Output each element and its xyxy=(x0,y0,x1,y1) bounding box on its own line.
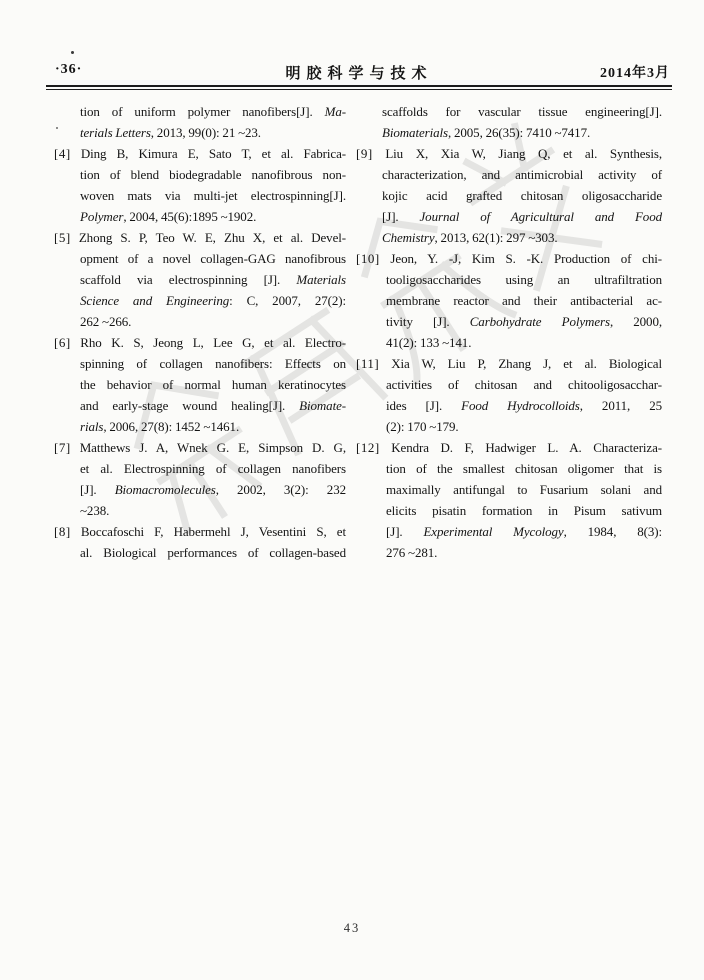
reference-text: scaffolds for vascular tissue engineering[J]. xyxy=(382,104,662,119)
reference-item xyxy=(356,248,662,353)
reference-text: , 2006, 27(8): 1452 ~1461. xyxy=(103,419,240,434)
reference-line xyxy=(382,206,662,227)
journal-name-text: Chemistry xyxy=(382,230,435,245)
reference-line xyxy=(80,269,346,290)
reference-text: Xia W, Liu P, Zhang J, et al. Biological xyxy=(379,356,662,371)
reference-text: Jeon, Y. -J, Kim S. -K. Production of chi- xyxy=(379,251,662,266)
reference-item xyxy=(54,101,346,143)
reference-text: [J]. xyxy=(80,482,115,497)
reference-line xyxy=(386,269,662,290)
journal-name-text: Science and Engineering xyxy=(80,293,230,308)
references-section xyxy=(54,101,662,563)
reference-text: tivity [J]. xyxy=(386,314,470,329)
reference-line xyxy=(386,332,662,353)
reference-marker: [12] xyxy=(356,440,380,455)
reference-text: , 2011, 25 xyxy=(579,398,663,413)
reference-text: , 2005, 26(35): 7410 ~7417. xyxy=(447,125,591,140)
header-double-rule xyxy=(46,85,672,90)
page-header xyxy=(48,62,670,82)
page-footer xyxy=(0,921,704,936)
reference-line xyxy=(386,416,662,437)
reference-text: and early-stage wound healing[J]. xyxy=(80,398,300,413)
reference-marker: [9] xyxy=(356,146,373,161)
reference-text: maximally antifungal to Fusarium solani and xyxy=(386,482,662,497)
reference-item xyxy=(356,143,662,248)
reference-text: , 2002, 3(2): 232 xyxy=(215,482,346,497)
reference-line xyxy=(386,479,662,500)
journal-name-text: Biomate- xyxy=(299,398,346,413)
reference-marker: [5] xyxy=(54,230,71,245)
reference-line xyxy=(386,542,662,563)
reference-line xyxy=(382,122,662,143)
header-page-number: ·36· xyxy=(55,62,83,77)
reference-text: (2): 170 ~179. xyxy=(386,419,459,434)
reference-line xyxy=(356,143,662,164)
reference-text: , 1984, 8(3): xyxy=(563,524,662,539)
reference-line xyxy=(80,395,346,416)
reference-line xyxy=(80,206,346,227)
reference-line xyxy=(54,143,346,164)
reference-line xyxy=(386,374,662,395)
reference-text: kojic acid grafted chitosan oligosaccharide xyxy=(382,188,662,203)
reference-line xyxy=(80,374,346,395)
header-journal-title: 明胶科学与技术 xyxy=(285,66,433,82)
journal-name-text: Materials xyxy=(296,272,346,287)
reference-text: , 2013, 99(0): 21 ~23. xyxy=(150,125,261,140)
reference-line xyxy=(54,521,346,542)
reference-marker: [4] xyxy=(54,146,71,161)
reference-line xyxy=(80,185,346,206)
reference-line xyxy=(80,311,346,332)
reference-line xyxy=(356,437,662,458)
reference-text: tooligosaccharides using an ultrafiltration xyxy=(386,272,662,287)
reference-line xyxy=(386,458,662,479)
reference-line xyxy=(382,185,662,206)
reference-text: membrane reactor and their antibacterial ac- xyxy=(386,293,662,308)
journal-name-text: terials Letters xyxy=(80,125,151,140)
reference-line xyxy=(382,101,662,122)
reference-line xyxy=(80,248,346,269)
reference-marker: [6] xyxy=(54,335,71,350)
journal-name-text: Biomaterials xyxy=(382,125,448,140)
reference-marker: [11] xyxy=(356,356,380,371)
reference-line xyxy=(386,500,662,521)
reference-line xyxy=(80,542,346,563)
reference-item xyxy=(54,521,346,563)
references-column-left xyxy=(54,101,346,563)
reference-item xyxy=(356,101,662,143)
reference-marker: [10] xyxy=(356,251,380,266)
reference-text: spinning of collagen nanofibers: Effects on xyxy=(80,356,346,371)
reference-text: Rho K. S, Jeong L, Lee G, et al. Electro- xyxy=(70,335,346,350)
reference-text: Zhong S. P, Teo W. E, Zhu X, et al. Devel- xyxy=(70,230,346,245)
reference-line xyxy=(386,311,662,332)
reference-text: et al. Electrospinning of collagen nanofibers xyxy=(80,461,346,476)
journal-name-text: Journal of Agricultural and Food xyxy=(419,209,663,224)
reference-text: ides [J]. xyxy=(386,398,462,413)
reference-text: 262 ~266. xyxy=(80,314,132,329)
journal-name-text: Food Hydrocolloids xyxy=(461,398,580,413)
journal-name-text: Experimental Mycology xyxy=(423,524,564,539)
reference-text: elicits pisatin formation in Pisum sativum xyxy=(386,503,662,518)
journal-name-text: Biomacromolecules xyxy=(114,482,216,497)
reference-text: tion of the smallest chitosan oligomer that is xyxy=(386,461,662,476)
reference-line xyxy=(356,353,662,374)
reference-text: Boccafoschi F, Habermehl J, Vesentini S, et xyxy=(70,524,346,539)
reference-text: opment of a novel collagen-GAG nanofibrous xyxy=(80,251,346,266)
reference-line xyxy=(80,479,346,500)
reference-line xyxy=(54,437,346,458)
reference-line xyxy=(386,395,662,416)
reference-line xyxy=(80,458,346,479)
reference-text: scaffold via electrospinning [J]. xyxy=(80,272,297,287)
reference-text: , 2000, xyxy=(609,314,662,329)
reference-line xyxy=(80,290,346,311)
reference-item xyxy=(54,332,346,437)
reference-text: Matthews J. A, Wnek G. E, Simpson D. G, xyxy=(70,440,346,455)
reference-text: 41(2): 133 ~141. xyxy=(386,335,472,350)
reference-line xyxy=(382,164,662,185)
reference-line xyxy=(382,227,662,248)
reference-text: characterization, and antimicrobial activity of xyxy=(382,167,662,182)
reference-line xyxy=(386,521,662,542)
reference-item xyxy=(54,227,346,332)
reference-text: activities of chitosan and chitooligosacchar- xyxy=(386,377,662,392)
header-issue-date: 2014年3月 xyxy=(600,66,670,81)
reference-line xyxy=(80,416,346,437)
footer-page-number: 43 xyxy=(343,921,361,935)
reference-item xyxy=(54,143,346,227)
reference-line xyxy=(54,332,346,353)
reference-item xyxy=(356,437,662,563)
reference-text: the behavior of normal human keratinocytes xyxy=(80,377,346,392)
reference-text: al. Biological performances of collagen-based xyxy=(80,545,346,560)
reference-text: 276 ~281. xyxy=(386,545,438,560)
reference-text: : C, 2007, 27(2): xyxy=(229,293,346,308)
reference-marker: [7] xyxy=(54,440,71,455)
scan-artifact-dot xyxy=(71,51,74,54)
reference-line xyxy=(356,248,662,269)
journal-name-text: rials xyxy=(80,419,104,434)
reference-text: , 2004, 45(6):1895 ~1902. xyxy=(123,209,257,224)
reference-text: [J]. xyxy=(386,524,424,539)
reference-text: Ding B, Kimura E, Sato T, et al. Fabrica- xyxy=(70,146,346,161)
reference-text: ~238. xyxy=(80,503,110,518)
reference-line xyxy=(80,353,346,374)
reference-line xyxy=(80,164,346,185)
journal-name-text: Polymer xyxy=(80,209,124,224)
reference-text: tion of blend biodegradable nanofibrous non- xyxy=(80,167,346,182)
journal-name-text: Carbohydrate Polymers xyxy=(469,314,610,329)
reference-text: tion of uniform polymer nanofibers[J]. xyxy=(80,104,325,119)
reference-line xyxy=(54,227,346,248)
reference-text: [J]. xyxy=(382,209,420,224)
reference-marker: [8] xyxy=(54,524,71,539)
reference-line xyxy=(386,290,662,311)
references-column-right xyxy=(356,101,662,563)
reference-text: Liu X, Xia W, Jiang Q, et al. Synthesis, xyxy=(372,146,662,161)
reference-text: Kendra D. F, Hadwiger L. A. Characteriza- xyxy=(379,440,662,455)
reference-text: , 2013, 62(1): 297 ~303. xyxy=(434,230,558,245)
journal-name-text: Ma- xyxy=(324,104,346,119)
reference-line xyxy=(80,122,346,143)
reference-item xyxy=(356,353,662,437)
reference-text: woven mats via multi-jet electrospinning[J]. xyxy=(80,188,346,203)
reference-line xyxy=(80,101,346,122)
reference-item xyxy=(54,437,346,521)
reference-line xyxy=(80,500,346,521)
